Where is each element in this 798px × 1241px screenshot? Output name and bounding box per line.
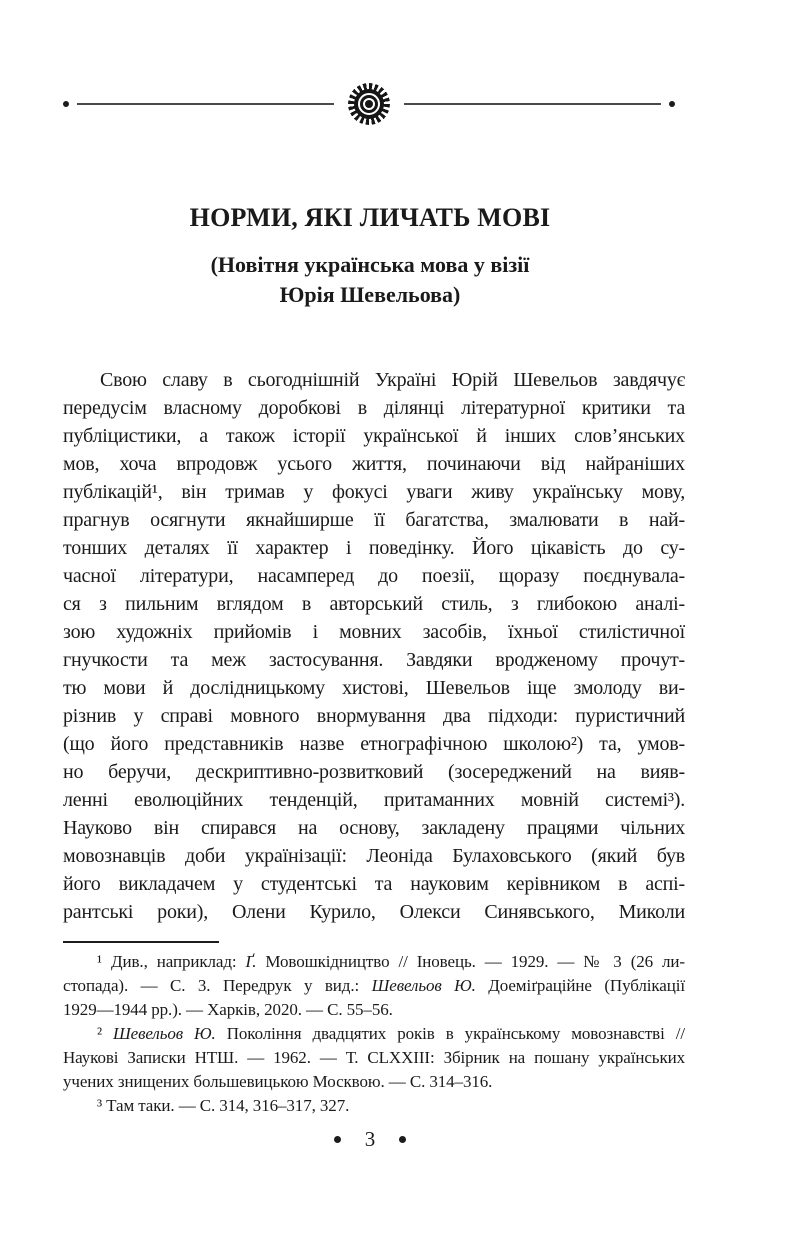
chapter-subtitle-line1: (Новітня українська мова у візії	[210, 252, 530, 277]
body-line: Науково він спирався на основу, закладену працями чільних	[63, 817, 685, 839]
body-line: тонших деталях її характер і поведінку. Його цікавість до су-	[63, 537, 685, 559]
footnote-text-segment: стопада). — С. 3. Передрук у вид.:	[63, 976, 372, 995]
footnote-line	[63, 974, 685, 998]
body-line: но беручи, дескриптивно-розвитковий (зосереджений на вияв-	[63, 761, 685, 783]
footnote-line	[63, 998, 685, 1022]
footnote-line	[63, 1094, 685, 1118]
body-line: мов, хоча впродовж усього життя, починаючи від найраніших	[63, 453, 685, 475]
chapter-subtitle-line2: Юрія Шевельова)	[279, 282, 461, 307]
rosette-flower-icon	[348, 83, 390, 125]
footnote-line	[63, 1070, 685, 1094]
footnote-line	[63, 1046, 685, 1070]
chapter-title: НОРМИ, ЯКІ ЛИЧАТЬ МОВІ	[189, 203, 551, 232]
footnote-line	[63, 1022, 685, 1046]
body-line: ленні еволюційних тенденцій, притаманних мовній системі³).	[63, 789, 685, 811]
ornament-left-rule	[77, 103, 334, 105]
ornament-left-dot-icon	[63, 101, 69, 107]
body-line: публіцистики, а також історії української й інших слов’янських	[63, 425, 685, 447]
footnote-text-segment: ³ Там таки. — С. 314, 316–317, 327.	[97, 1096, 350, 1115]
footnote-text-segment: Наукові Записки НТШ. — 1962. — Т. CLXXIII: Збірник на пошану українських	[63, 1048, 685, 1067]
footnote-text-segment: ²	[97, 1024, 114, 1043]
ornament-right-dot-icon	[669, 101, 675, 107]
footnotes-block	[63, 950, 685, 1118]
body-line: мовознавців доби українізації: Леоніда Булаховського (який був	[63, 845, 685, 867]
page-number-left-dot-icon	[334, 1136, 341, 1143]
body-line: зою художніх прийомів і мовних засобів, їхньої стилістичної	[63, 621, 685, 643]
body-line: ся з пильним вглядом в авторський стиль, з глибокою аналі-	[63, 593, 685, 615]
footnote-text-segment: Мовошкідництво // Іновець. — 1929. — № 3 (26 ли-	[256, 952, 685, 971]
chapter-subtitle	[63, 250, 677, 310]
footnote-separator-rule	[63, 941, 219, 943]
body-line: його викладачем у студентські та науковим керівником в аспі-	[63, 873, 685, 895]
footnote-italic-segment: Ґ.	[245, 952, 257, 971]
footnote-text-segment: ¹ Див., наприклад:	[97, 952, 246, 971]
page-number	[63, 1124, 677, 1154]
body-line: передусім власному доробкові в ділянці літературної критики та	[63, 397, 685, 419]
body-line: публікацій¹, він тримав у фокусі уваги живу українську мову,	[63, 481, 685, 503]
body-line: Свою славу в сьогоднішній Україні Юрій Шевельов завдячує	[100, 369, 685, 391]
footnote-text-segment: 1929—1944 рр.). — Харків, 2020. — С. 55–56.	[63, 1000, 393, 1019]
body-line: різнив у справі мовного внормування два підходи: пуристичний	[63, 705, 685, 727]
body-line: часної літератури, насамперед до поезії, щоразу поєднувала-	[63, 565, 685, 587]
footnote-text-segment: учених знищених большевицькою Москвою. — С. 314–316.	[63, 1072, 493, 1091]
header-ornament	[63, 84, 675, 124]
body-line: рантські роки), Олени Курило, Олекси Синявського, Миколи	[63, 901, 685, 923]
body-line: тю мови й дослідницькому хистові, Шевельов іще змолоду ви-	[63, 677, 685, 699]
ornament-right-rule	[404, 103, 661, 105]
body-line: гнучкости та меж застосування. Завдяки вродженому прочут-	[63, 649, 685, 671]
footnote-line	[63, 950, 685, 974]
page-number-right-dot-icon	[399, 1136, 406, 1143]
footnote-italic-segment: Шевельов Ю.	[113, 1024, 216, 1043]
footnote-italic-segment: Шевельов Ю.	[371, 976, 476, 995]
body-line: (що його представників назве етнографічною школою²) та, умов-	[63, 733, 685, 755]
rosette-ring-icon	[363, 98, 375, 110]
footnote-text-segment: Покоління двадцятих років в українському мовознавстві //	[215, 1024, 685, 1043]
page-number-value: 3	[364, 1126, 376, 1151]
body-line: прагнув осягнути якнайширше її багатства, змалювати в най-	[63, 509, 685, 531]
body-paragraph	[63, 366, 685, 926]
footnote-text-segment: Доеміґраційне (Публікації	[475, 976, 685, 995]
